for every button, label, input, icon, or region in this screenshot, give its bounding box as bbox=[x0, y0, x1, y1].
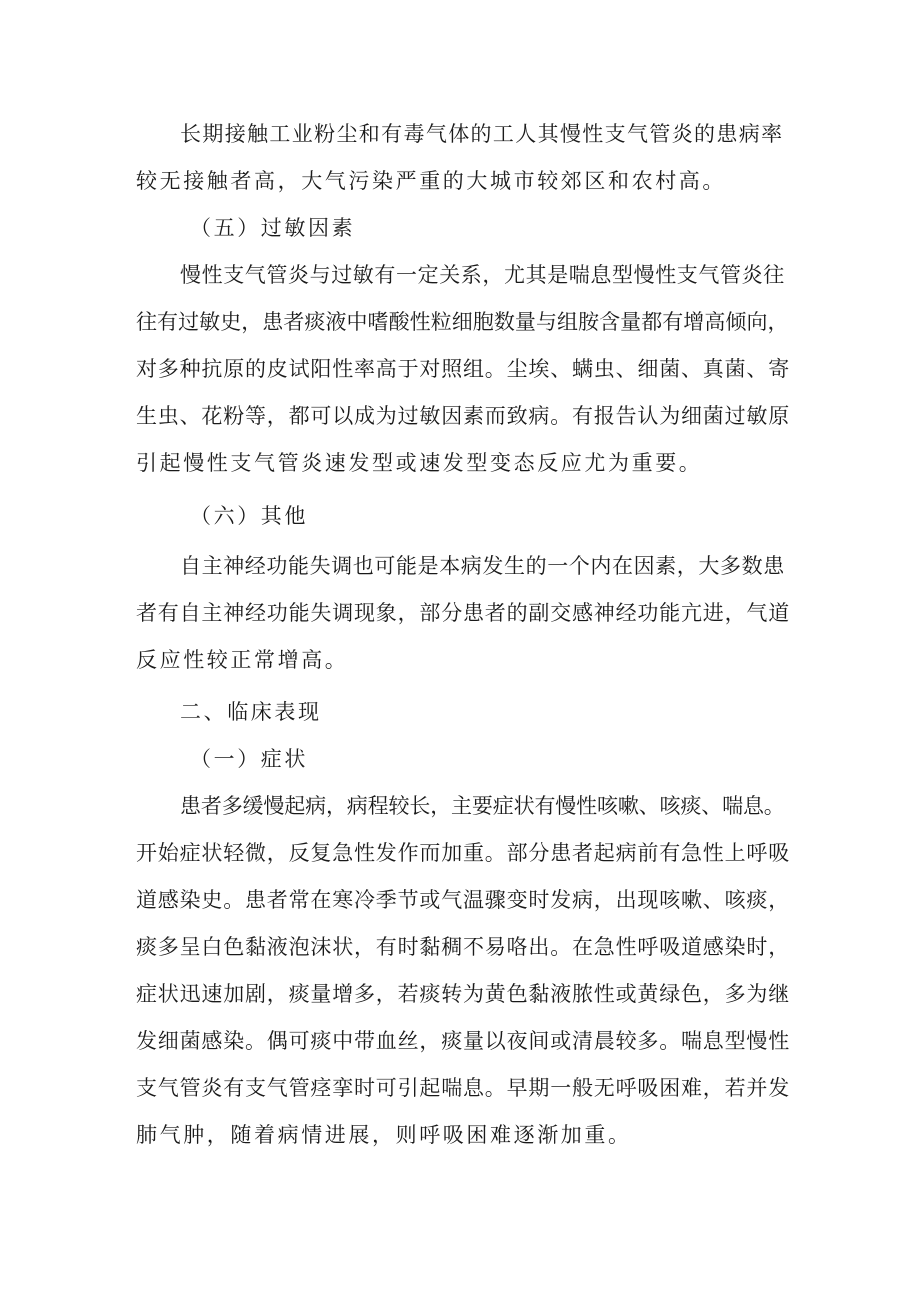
paragraph-line: 反应性较正常增高。 bbox=[136, 648, 349, 672]
paragraph-line: 长期接触工业粉尘和有毒气体的工人其慢性支气管炎的患病率 bbox=[180, 122, 784, 146]
paragraph-line: 肺气肿，随着病情进展，则呼吸困难逐渐加重。 bbox=[136, 1123, 632, 1147]
paragraph-line: 往有过敏史，患者痰液中嗜酸性粒细胞数量与组胺含量都有增高倾向， bbox=[136, 310, 789, 334]
section-heading-symptoms: （一）症状 bbox=[190, 747, 308, 771]
paragraph-line: 者有自主神经功能失调现象，部分患者的副交感神经功能亢进，气道 bbox=[136, 601, 790, 625]
paragraph-line: 较无接触者高，大气污染严重的大城市较郊区和农村高。 bbox=[136, 169, 726, 193]
paragraph-line: 引起慢性支气管炎速发型或速发型变态反应尤为重要。 bbox=[136, 451, 703, 475]
paragraph-line: 支气管炎有支气管痉挛时可引起喘息。早期一般无呼吸困难，若并发 bbox=[136, 1076, 790, 1100]
paragraph-line: 慢性支气管炎与过敏有一定关系，尤其是喘息型慢性支气管炎往 bbox=[180, 263, 785, 287]
paragraph-line: 对多种抗原的皮试阳性率高于对照组。尘埃、螨虫、细菌、真菌、寄 bbox=[136, 357, 790, 381]
chapter-heading-clinical: 二、临床表现 bbox=[180, 700, 322, 724]
paragraph-line: 道感染史。患者常在寒冷季节或气温骤变时发病，出现咳嗽、咳痰， bbox=[136, 888, 790, 912]
paragraph-line: 痰多呈白色黏液泡沫状，有时黏稠不易咯出。在急性呼吸道感染时， bbox=[136, 935, 790, 959]
paragraph-line: 自主神经功能失调也可能是本病发生的一个内在因素，大多数患 bbox=[180, 554, 785, 578]
paragraph-line: 症状迅速加剧，痰量增多，若痰转为黄色黏液脓性或黄绿色，多为继 bbox=[136, 982, 790, 1006]
paragraph-line: 发细菌感染。偶可痰中带血丝，痰量以夜间或清晨较多。喘息型慢性 bbox=[136, 1029, 790, 1053]
paragraph-line: 患者多缓慢起病，病程较长，主要症状有慢性咳嗽、咳痰、喘息。 bbox=[180, 794, 785, 818]
section-heading-allergy: （五）过敏因素 bbox=[190, 216, 356, 240]
section-heading-other: （六）其他 bbox=[190, 504, 308, 528]
paragraph-line: 开始症状轻微，反复急性发作而加重。部分患者起病前有急性上呼吸 bbox=[136, 841, 790, 865]
paragraph-line: 生虫、花粉等，都可以成为过敏因素而致病。有报告认为细菌过敏原 bbox=[136, 404, 790, 428]
